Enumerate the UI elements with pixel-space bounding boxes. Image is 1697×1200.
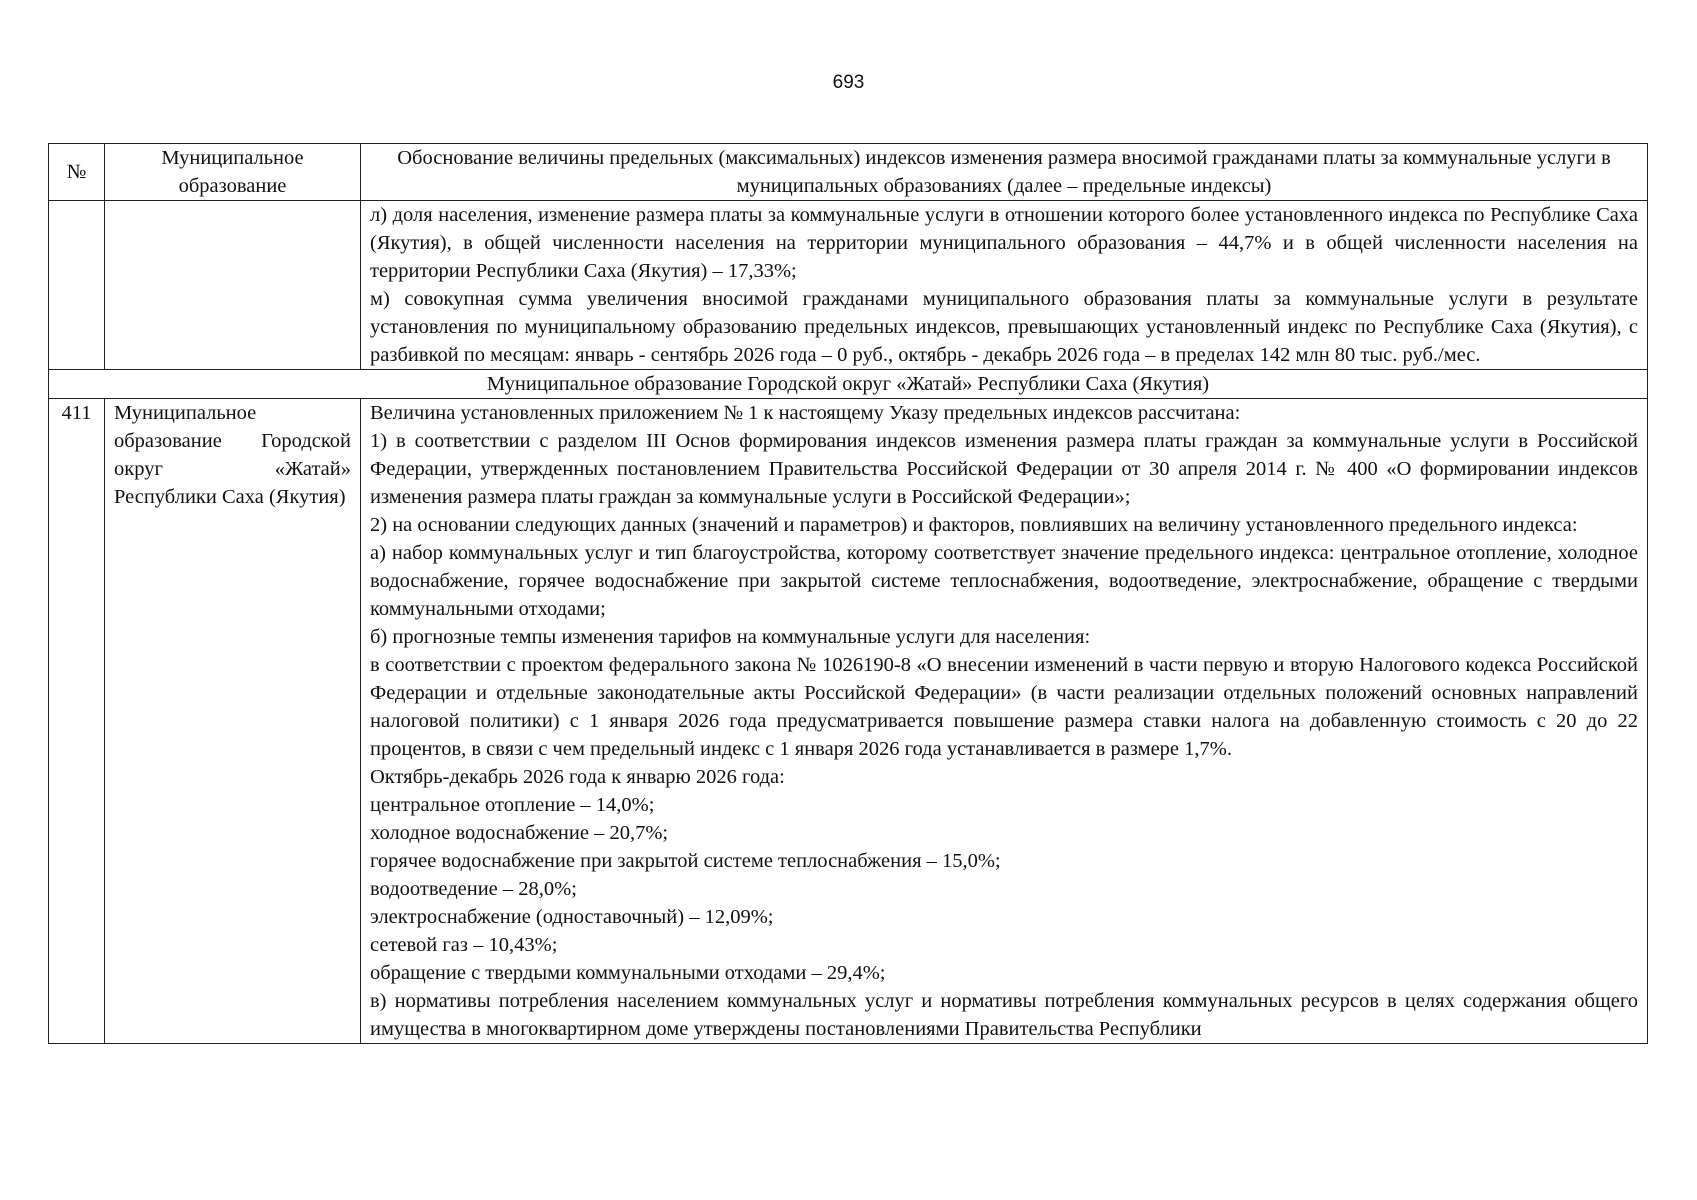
rate-electricity: электроснабжение (одноставочный) – 12,09%;: [370, 906, 774, 928]
table-row-continued: [49, 201, 1648, 370]
rate-waste: обращение с твердыми коммунальными отходами – 29,4%;: [370, 962, 886, 984]
page-number: 693: [832, 72, 865, 93]
paragraph-1: 1) в соответствии с разделом III Основ формирования индексов изменения размера платы граждан за коммунальные услуги в Российской Федерации, утвержденных постановлением Правительства Российской Федерации от 30 апреля 2014 г. № 400 «О формировании индексов изменения размера платы граждан за коммунальные услуги в Российской Федерации»;: [370, 430, 1638, 508]
row-municipality-cell: [105, 201, 361, 370]
rate-heating: центральное отопление – 14,0%;: [370, 794, 655, 816]
municipality-name: Муниципальное образование Городской округ «Жатай» Республики Саха (Якутия): [114, 402, 351, 508]
rate-gas: сетевой газ – 10,43%;: [370, 934, 558, 956]
header-justification: Обоснование величины предельных (максимальных) индексов изменения размера вносимой гражданами платы за коммунальные услуги в муниципальных образованиях (далее – предельные индексы): [361, 144, 1648, 201]
paragraph-m: м) совокупная сумма увеличения вносимой гражданами муниципального образования платы за коммунальные услуги в результате установления по муниципальному образованию предельных индексов, превышающих установленный индекс по Республике Саха (Якутия), с разбивкой по месяцам: январь - сентябрь 2026 года – 0 руб., октябрь - декабрь 2026 года – в пределах 142 млн 80 тыс. руб./мес.: [370, 288, 1638, 366]
rate-sewerage: водоотведение – 28,0%;: [370, 878, 577, 900]
row-number-cell: 411: [49, 399, 105, 1044]
paragraph-intro: Величина установленных приложением № 1 к настоящему Указу предельных индексов рассчитана:: [370, 402, 1241, 424]
paragraph-period: Октябрь-декабрь 2026 года к январю 2026 года:: [370, 766, 785, 788]
paragraph-2: 2) на основании следующих данных (значений и параметров) и факторов, повлиявших на величину установленного предельного индекса:: [370, 514, 1578, 536]
rate-hot-water: горячее водоснабжение при закрытой системе теплоснабжения – 15,0%;: [370, 850, 1001, 872]
paragraph-a: а) набор коммунальных услуг и тип благоустройства, которому соответствует значение предельного индекса: центральное отопление, холодное водоснабжение, горячее водоснабжение при закрытой системе теплоснабжения, водоотведение, электроснабжение, обращение с твердыми коммунальными отходами;: [370, 542, 1638, 620]
section-title-row: [49, 370, 1648, 399]
row-justification-cell: [361, 399, 1648, 1044]
row-number-cell: [49, 201, 105, 370]
header-number: №: [49, 144, 105, 201]
section-title: Муниципальное образование Городской округ «Жатай» Республики Саха (Якутия): [49, 370, 1648, 399]
rate-cold-water: холодное водоснабжение – 20,7%;: [370, 822, 669, 844]
paragraph-v: в) нормативы потребления населением коммунальных услуг и нормативы потребления коммунальных ресурсов в целях содержания общего имущества в многоквартирном доме утверждены постановлениями Правительства Республики: [370, 990, 1638, 1040]
row-municipality-cell: [105, 399, 361, 1044]
paragraph-vat: в соответствии с проектом федерального закона № 1026190-8 «О внесении изменений в части первую и вторую Налогового кодекса Российской Федерации и отдельные законодательные акты Российской Федерации» (в части реализации отдельных положений основных направлений налоговой политики) с 1 января 2026 года предусматривается повышение размера ставки налога на добавленную стоимость с 20 до 22 процентов, в связи с чем предельный индекс с 1 января 2026 года устанавливается в размере 1,7%.: [370, 654, 1638, 760]
table-header-row: [49, 144, 1648, 201]
header-municipality: Муниципальное образование: [105, 144, 361, 201]
row-justification-cell: [361, 201, 1648, 370]
table-row-411: [49, 399, 1648, 1044]
justification-table: [48, 143, 1648, 1044]
paragraph-l: л) доля населения, изменение размера платы за коммунальные услуги в отношении которого более установленного индекса по Республике Саха (Якутия), в общей численности населения на территории муниципального образования – 44,7% и в общей численности населения на территории Республики Саха (Якутия) – 17,33%;: [370, 204, 1638, 282]
paragraph-b: б) прогнозные темпы изменения тарифов на коммунальные услуги для населения:: [370, 626, 1091, 648]
